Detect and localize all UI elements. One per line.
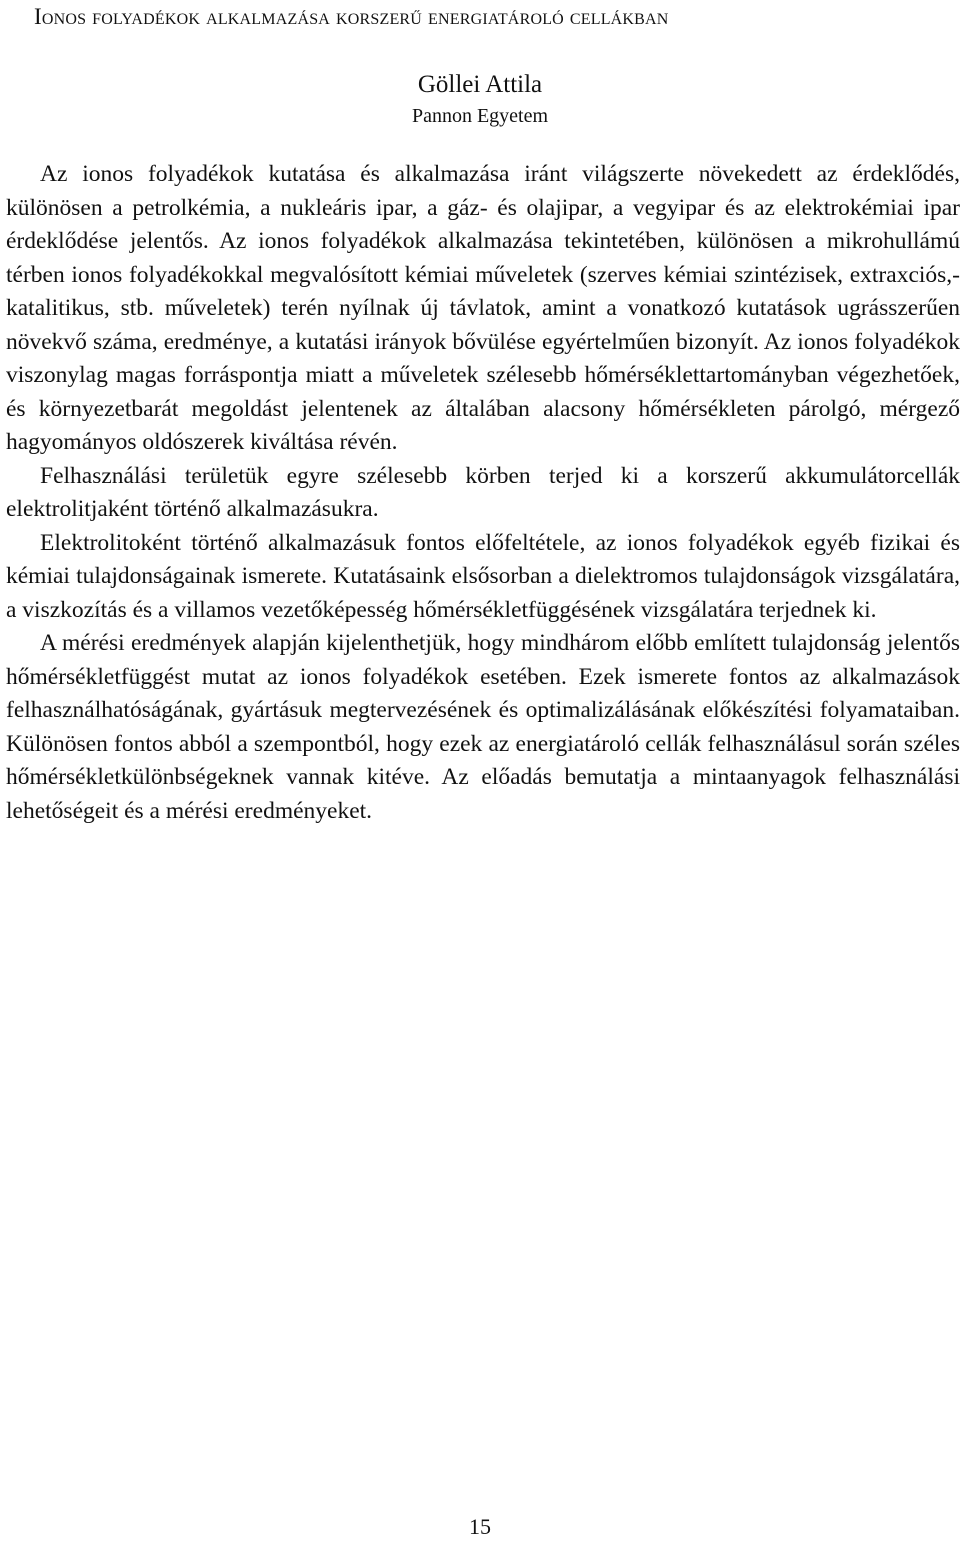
abstract-paragraph: Felhasználási területük egyre szélesebb körben terjed ki a korszerű akkumulátorcellák elektrolitjaként történő alkalmazásukra. bbox=[6, 462, 960, 522]
header-title: Ionos folyadékok alkalmazása korszerű energiatároló cellákban bbox=[34, 4, 669, 29]
author-name: Göllei Attila bbox=[417, 71, 543, 98]
abstract-paragraph: Elektrolitoként történő alkalmazásuk fontos előfeltétele, az ionos folyadékok egyéb fizikai és kémiai tulajdonságainak ismerete. Kutatásaink elsősorban a dielektromos tulajdonságok vizsgálatára, a viszkozítás és a villamos vezetőképesség hőmérsékletfüggésének vizsgálatára terjednek ki. bbox=[6, 529, 960, 623]
abstract-paragraph: Az ionos folyadékok kutatása és alkalmazása iránt világszerte növekedett az érdeklődés, különösen a petrolkémia, a nukleáris ipar, a gáz- és olajipar, a vegyipar és az elektrokémiai ipar érdeklődése jelentős. Az ionos folyadékok alkalmazása tekintetében, különösen a mikrohullámú térben ionos folyadékokkal megvalósított kémiai műveletek (szerves kémiai szintézisek, extraxciós,- katalitikus, stb. műveletek) terén nyílnak új távlatok, amint a vonatkozó kutatások ugrásszerűen növekvő száma, eredménye, a kutatási irányok bővülése egyértelműen bizonyít. Az ionos folyadékok viszonylag magas forráspontja miatt a műveletek szélesebb hőmérséklettartományban végezhetőek, és környezetbarát megoldást jelentenek az általában alacsony hőmérsékleten párolgó, mérgező hagyományos oldószerek kiváltása révén. bbox=[6, 161, 960, 455]
abstract-body bbox=[6, 158, 960, 828]
abstract-paragraph: A mérési eredmények alapján kijelenthetjük, hogy mindhárom előbb említett tulajdonság jelentős hőmérsékletfüggést mutat az ionos folyadékok esetében. Ezek ismerete fontos az alkalmazások felhasználhatóságának, gyártásuk megtervezésének és optimalizálásának előkészítési folyamataiban. Különösen fontos abból a szempontból, hogy ezek az energiatároló cellák felhasználásul során széles hőmérsékletkülönbségeknek vannak kitéve. Az előadás bemutatja a mintaanyagok felhasználási lehetőségeit és a mérési eredményeket. bbox=[6, 630, 960, 824]
page-number: 15 bbox=[469, 1514, 491, 1539]
author-affiliation: Pannon Egyetem bbox=[411, 105, 549, 127]
